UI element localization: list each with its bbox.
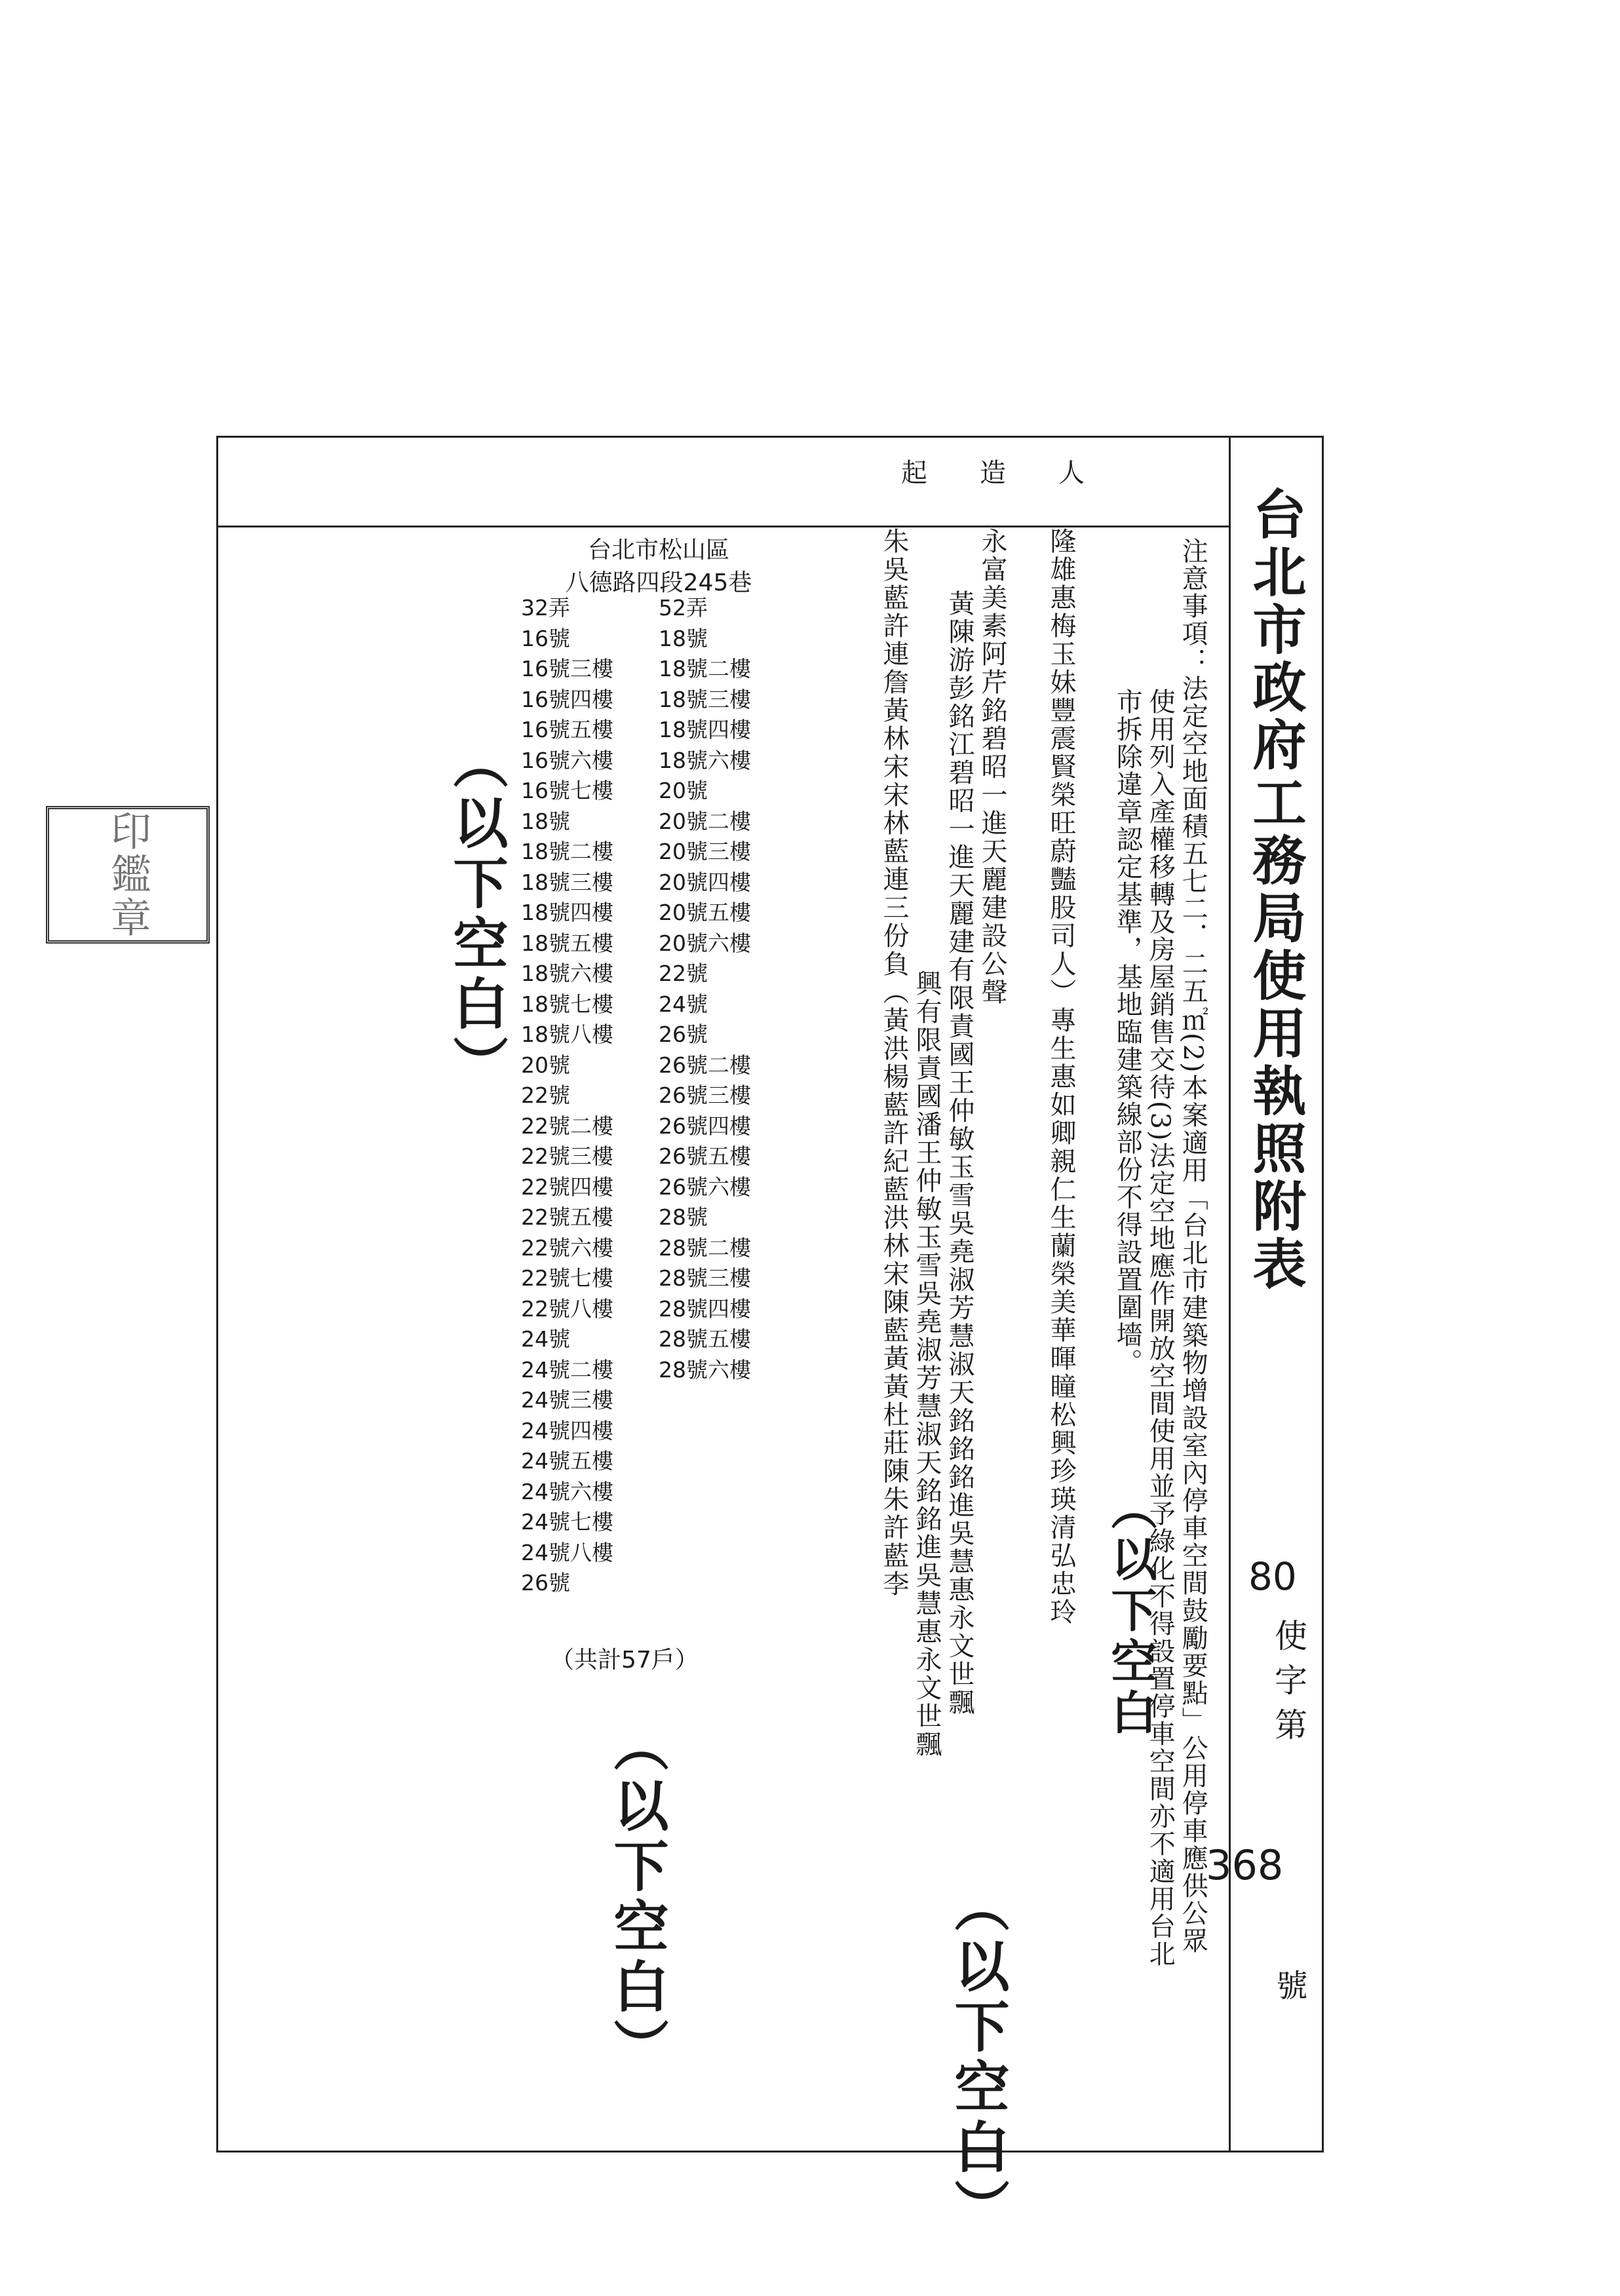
unit-entry: 28號三樓 [659, 1265, 751, 1291]
unit-entry: 28號 [659, 1204, 708, 1230]
unit-entry: 26號二樓 [659, 1052, 751, 1078]
permit-year: 80 [1248, 1554, 1297, 1599]
note-line-2: 使用列入產權移轉及房屋銷售交待(3)法定空地應作開放空間使用並予綠化不得設置停車空間亦不適用台北 [1145, 688, 1176, 1968]
unit-entry: 24號四樓 [521, 1417, 613, 1444]
applicant-label-char: 起 [901, 458, 927, 488]
unit-entry: 18號六樓 [659, 747, 751, 773]
unit-entry: 22號五樓 [521, 1204, 613, 1230]
seal-stamp-text: 印鑑章 [104, 810, 152, 940]
title-column-divider [1229, 436, 1231, 2152]
unit-entry: 28號五樓 [659, 1326, 751, 1352]
unit-entry: 18號三樓 [521, 869, 613, 895]
unit-entry: 28號四樓 [659, 1295, 751, 1322]
unit-entry: 16號三樓 [521, 656, 613, 681]
unit-entry: 24號五樓 [521, 1448, 613, 1474]
unit-entry: 18號五樓 [521, 930, 613, 956]
unit-entry: 18號二樓 [659, 656, 751, 681]
unit-entry: 20號 [521, 1052, 570, 1078]
unit-entry: 26號四樓 [659, 1113, 751, 1139]
names-column-5: 朱吳藍許連詹黃林宋宋林藍連三份負（黃洪楊藍許紀藍洪林宋陳藍黃黃杜莊陳朱許藍李 [879, 527, 909, 1598]
unit-entry: 26號三樓 [659, 1082, 751, 1108]
unit-entry: 22號三樓 [521, 1143, 613, 1169]
unit-entry: 26號五樓 [659, 1143, 751, 1169]
unit-entry: 22號七樓 [521, 1265, 613, 1291]
unit-entry: 24號六樓 [521, 1478, 613, 1504]
applicant-label-char: 人 [1058, 458, 1085, 488]
unit-entry: 28號二樓 [659, 1234, 751, 1261]
permit-suffix: 號 [1271, 1969, 1307, 2000]
units-list-lane-52 [659, 593, 875, 1385]
blank-below-mark-4: （以下空白 [1104, 1484, 1158, 1740]
unit-entry: 20號五樓 [659, 900, 751, 925]
unit-entry: 16號五樓 [521, 717, 613, 742]
unit-entry: 24號八樓 [521, 1539, 613, 1565]
unit-entry: 22號 [521, 1082, 570, 1108]
unit-entry: 18號 [521, 808, 570, 834]
names-column-2: 永富美素阿芹銘碧昭一進天麗建設公聲 [977, 527, 1007, 1006]
unit-entry: 24號二樓 [521, 1356, 613, 1383]
unit-entry: 18號七樓 [521, 991, 613, 1017]
unit-entry: 52弄 [659, 595, 708, 621]
names-column-4: 興有限責國潘王仲敏玉雪吳堯淑芳慧淑天銘銘進吳慧惠永文世飄 [912, 970, 942, 1759]
unit-entry: 24號 [659, 991, 708, 1017]
unit-entry: 22號二樓 [521, 1113, 613, 1139]
unit-entry: 22號八樓 [521, 1295, 613, 1322]
seal-stamp [46, 806, 210, 944]
blank-below-mark-1: （以下空白） [444, 734, 509, 1096]
unit-entry: 20號二樓 [659, 808, 751, 834]
unit-entry: 18號 [659, 625, 708, 651]
unit-entry: 22號 [659, 961, 708, 986]
unit-entry: 18號二樓 [521, 839, 613, 864]
unit-entry: 18號四樓 [521, 900, 613, 925]
unit-entry: 16號六樓 [521, 747, 613, 773]
address-line-2: 八德路四段245巷 [565, 569, 752, 597]
unit-entry: 26號 [521, 1570, 570, 1596]
address-block [531, 534, 786, 600]
unit-entry: 26號 [659, 1022, 708, 1047]
header-rule [216, 526, 1229, 527]
unit-entry: 18號四樓 [659, 717, 751, 742]
unit-entry: 20號四樓 [659, 869, 751, 895]
units-total: （共計57戶） [550, 1647, 699, 1674]
unit-entry: 24號三樓 [521, 1387, 613, 1413]
address-line-1: 台北市松山區 [587, 537, 729, 564]
unit-entry: 22號六樓 [521, 1234, 613, 1261]
applicant-label-char: 造 [980, 458, 1006, 488]
note-line-3: 市拆除違章認定基準，基地臨建築線部份不得設置圍墻。 [1112, 688, 1143, 1376]
blank-below-mark-3: （以下空白） [946, 1877, 1011, 2239]
unit-entry: 28號六樓 [659, 1356, 751, 1383]
note-line-1: 注意事項：法定空地面積五七二．二五㎡(2)本案適用「台北市建築物增設室內停車空間鼓勵要點」公用停車應供公眾 [1178, 537, 1208, 1955]
unit-entry: 24號七樓 [521, 1509, 613, 1535]
unit-entry: 16號七樓 [521, 778, 613, 803]
unit-entry: 16號四樓 [521, 686, 613, 712]
unit-entry: 22號四樓 [521, 1174, 613, 1200]
unit-entry: 26號六樓 [659, 1174, 751, 1200]
document-title: 台北市政府工務局使用執照附表 [1244, 486, 1307, 1293]
unit-entry: 24號 [521, 1326, 570, 1352]
unit-entry: 18號六樓 [521, 961, 613, 986]
applicant-label [901, 452, 1085, 489]
unit-entry: 20號三樓 [659, 839, 751, 864]
unit-entry: 18號三樓 [659, 686, 751, 712]
unit-entry: 20號六樓 [659, 930, 751, 956]
names-column-1: 隆雄惠梅玉妹豐震賢榮旺蔚豔股司人）專生惠如卿親仁生蘭榮美華暉瞳松興珍瑛清弘忠玲 [1046, 527, 1076, 1626]
unit-entry: 16號 [521, 625, 570, 651]
blank-below-mark-2: （以下空白） [605, 1717, 670, 2078]
names-column-3: 黃陳游彭銘江碧昭一進天麗建有限責國王仲敏玉雪吳堯淑芳慧淑天銘銘銘進吳慧惠永文世飄 [944, 590, 974, 1717]
unit-entry: 32弄 [521, 595, 570, 621]
unit-entry: 20號 [659, 778, 708, 803]
permit-type: 使字第 [1269, 1618, 1307, 1752]
permit-number: 368 [1206, 1841, 1284, 1889]
unit-entry: 18號八樓 [521, 1022, 613, 1047]
